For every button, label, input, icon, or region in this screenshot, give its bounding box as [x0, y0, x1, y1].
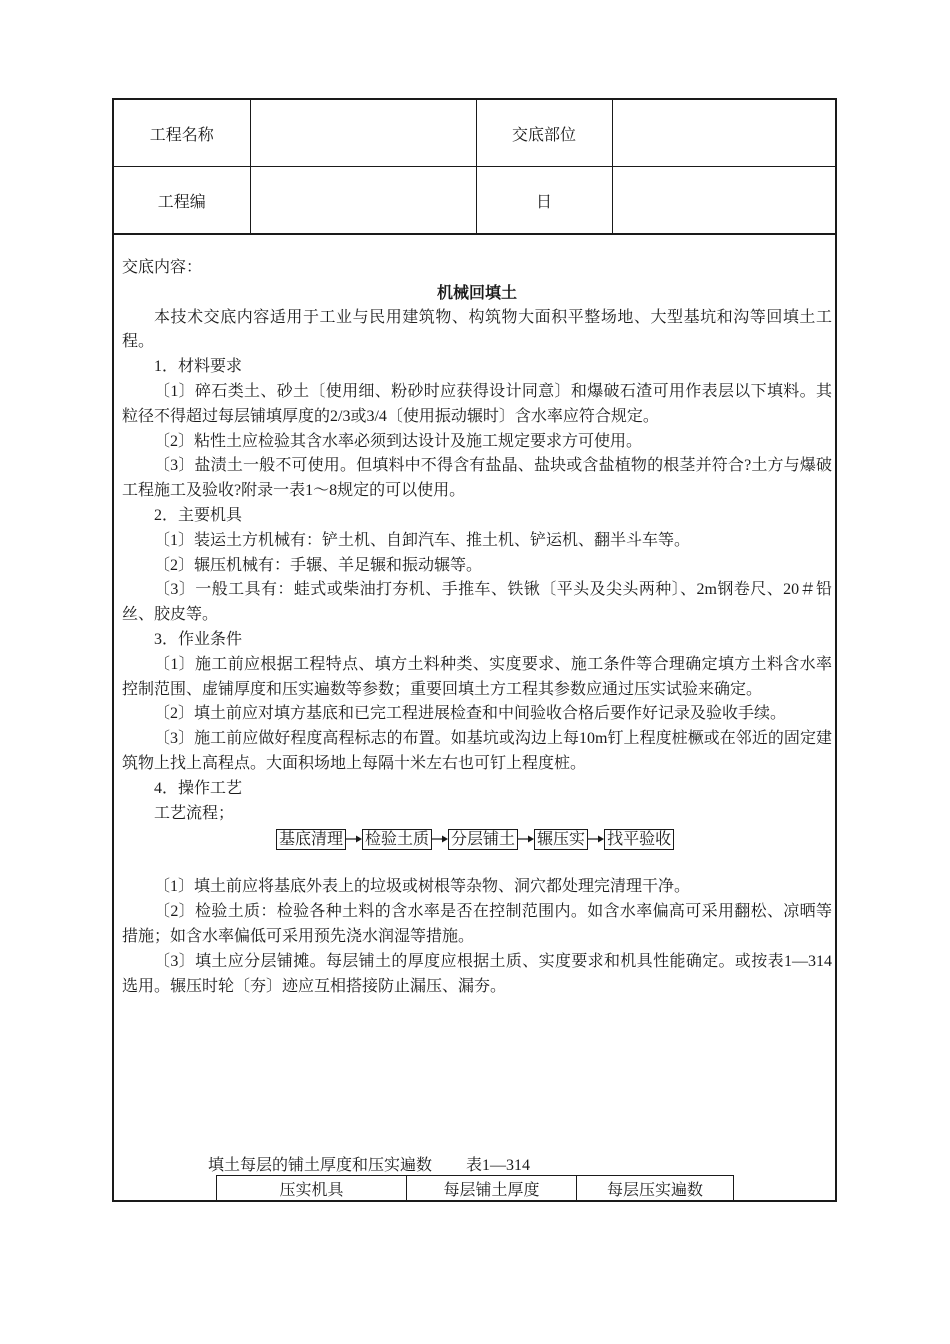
flow-step: 辗压实 [534, 829, 588, 850]
project-name-value[interactable] [250, 100, 476, 167]
paragraph: 〔1〕碎石类土、砂土〔使用细、粉砂时应获得设计同意〕和爆破石渣可用作表层以下填料。其粒径不得超过每层铺填厚度的2/3或3/4〔使用振动辗时〕含水率应符合规定。 [122, 382, 832, 425]
paragraph: 〔2〕粘性土应检验其含水率必须到达设计及施工规定要求方可使用。 [154, 432, 643, 450]
handover-content [122, 256, 832, 999]
process-flow [276, 828, 674, 850]
right-arrow-icon [346, 834, 362, 844]
document-title: 机械回填土 [436, 282, 517, 302]
paragraph: 〔2〕检验土质：检验各种土料的含水率是否在控制范围内。如含水率偏高可采用翻松、凉晒等措施；如含水率偏低可采用预先浇水润湿等措施。 [122, 903, 832, 945]
column-header: 每层压实遍数 [577, 1176, 734, 1201]
project-number-label: 工程编 [114, 167, 250, 235]
column-header: 每层铺土厚度 [407, 1176, 577, 1201]
header-row [114, 100, 835, 167]
section-heading-materials: 1．材料要求 [154, 358, 243, 376]
paragraph: 〔2〕辗压机械有：手辗、羊足辗和振动辗等。 [154, 556, 483, 574]
handover-location-value[interactable] [612, 100, 835, 167]
right-arrow-icon [432, 834, 448, 844]
flow-step: 分层铺土 [448, 829, 518, 850]
right-arrow-icon [518, 834, 534, 844]
flow-step: 找平验收 [604, 829, 674, 850]
section-heading-conditions: 3．作业条件 [154, 630, 243, 648]
paragraph: 〔3〕一般工具有：蛙式或柴油打夯机、手推车、铁锹〔平头及尖头两种〕、2m钢卷尺、20＃铅丝、胶皮等。 [122, 581, 832, 624]
date-label: 日 [476, 167, 612, 235]
section-heading-process: 4．操作工艺 [154, 779, 243, 797]
document-frame [112, 98, 837, 1202]
paragraph: 〔3〕盐渍土一般不可使用。但填料中不得含有盐晶、盐块或含盐植物的根茎并符合?土方与爆破工程施工及验收?附录一表1～8规定的可以使用。 [122, 457, 832, 500]
handover-location-label: 交底部位 [476, 100, 612, 167]
project-name-label: 工程名称 [114, 100, 250, 167]
right-arrow-icon [588, 834, 604, 844]
paragraph: 〔1〕施工前应根据工程特点、填方土料种类、实度要求、施工条件等合理确定填方土料含水率控制范围、虚铺厚度和压实遍数等参数；重要回填土方工程其参数应通过压实试验来确定。 [122, 655, 832, 698]
table-caption [208, 1152, 530, 1175]
header-table [114, 100, 835, 235]
content-label: 交底内容： [122, 259, 203, 276]
header-row [114, 167, 835, 235]
flow-label: 工艺流程； [154, 804, 235, 822]
project-number-value[interactable] [250, 167, 476, 235]
column-header: 压实机具 [217, 1176, 407, 1201]
paragraph: 〔3〕施工前应做好程度高程标志的布置。如基坑或沟边上每10m钉上程度桩橛或在邻近的固定建筑物上找上高程点。大面积场地上每隔十米左右也可钉上程度桩。 [122, 730, 832, 772]
paragraph: 〔2〕填土前应对填方基底和已完工程进展检查和中间验收合格后要作好记录及验收手续。 [154, 705, 787, 723]
paragraph: 〔1〕装运土方机械有：铲土机、自卸汽车、推土机、铲运机、翻半斗车等。 [154, 531, 691, 549]
flow-step: 基底清理 [276, 829, 346, 850]
layer-thickness-table [216, 1175, 734, 1201]
table-caption-title: 填土每层的铺土厚度和压实遍数 [208, 1157, 433, 1174]
flow-step: 检验土质 [362, 829, 432, 850]
paragraph: 〔3〕填土应分层铺摊。每层铺土的厚度应根据土质、实度要求和机具性能确定。或按表1—314选用。辗压时轮〔夯〕迹应互相搭接防止漏压、漏夯。 [122, 952, 832, 995]
section-heading-equipment: 2．主要机具 [154, 506, 243, 524]
table-header-row [217, 1176, 734, 1201]
table-number: 表1—314 [466, 1157, 531, 1174]
paragraph: 〔1〕填土前应将基底外表上的垃圾或树根等杂物、洞穴都处理完清理干净。 [154, 878, 691, 896]
date-value[interactable] [612, 167, 835, 235]
intro-paragraph: 本技术交底内容适用于工业与民用建筑物、构筑物大面积平整场地、大型基坑和沟等回填土工程。 [122, 308, 832, 351]
